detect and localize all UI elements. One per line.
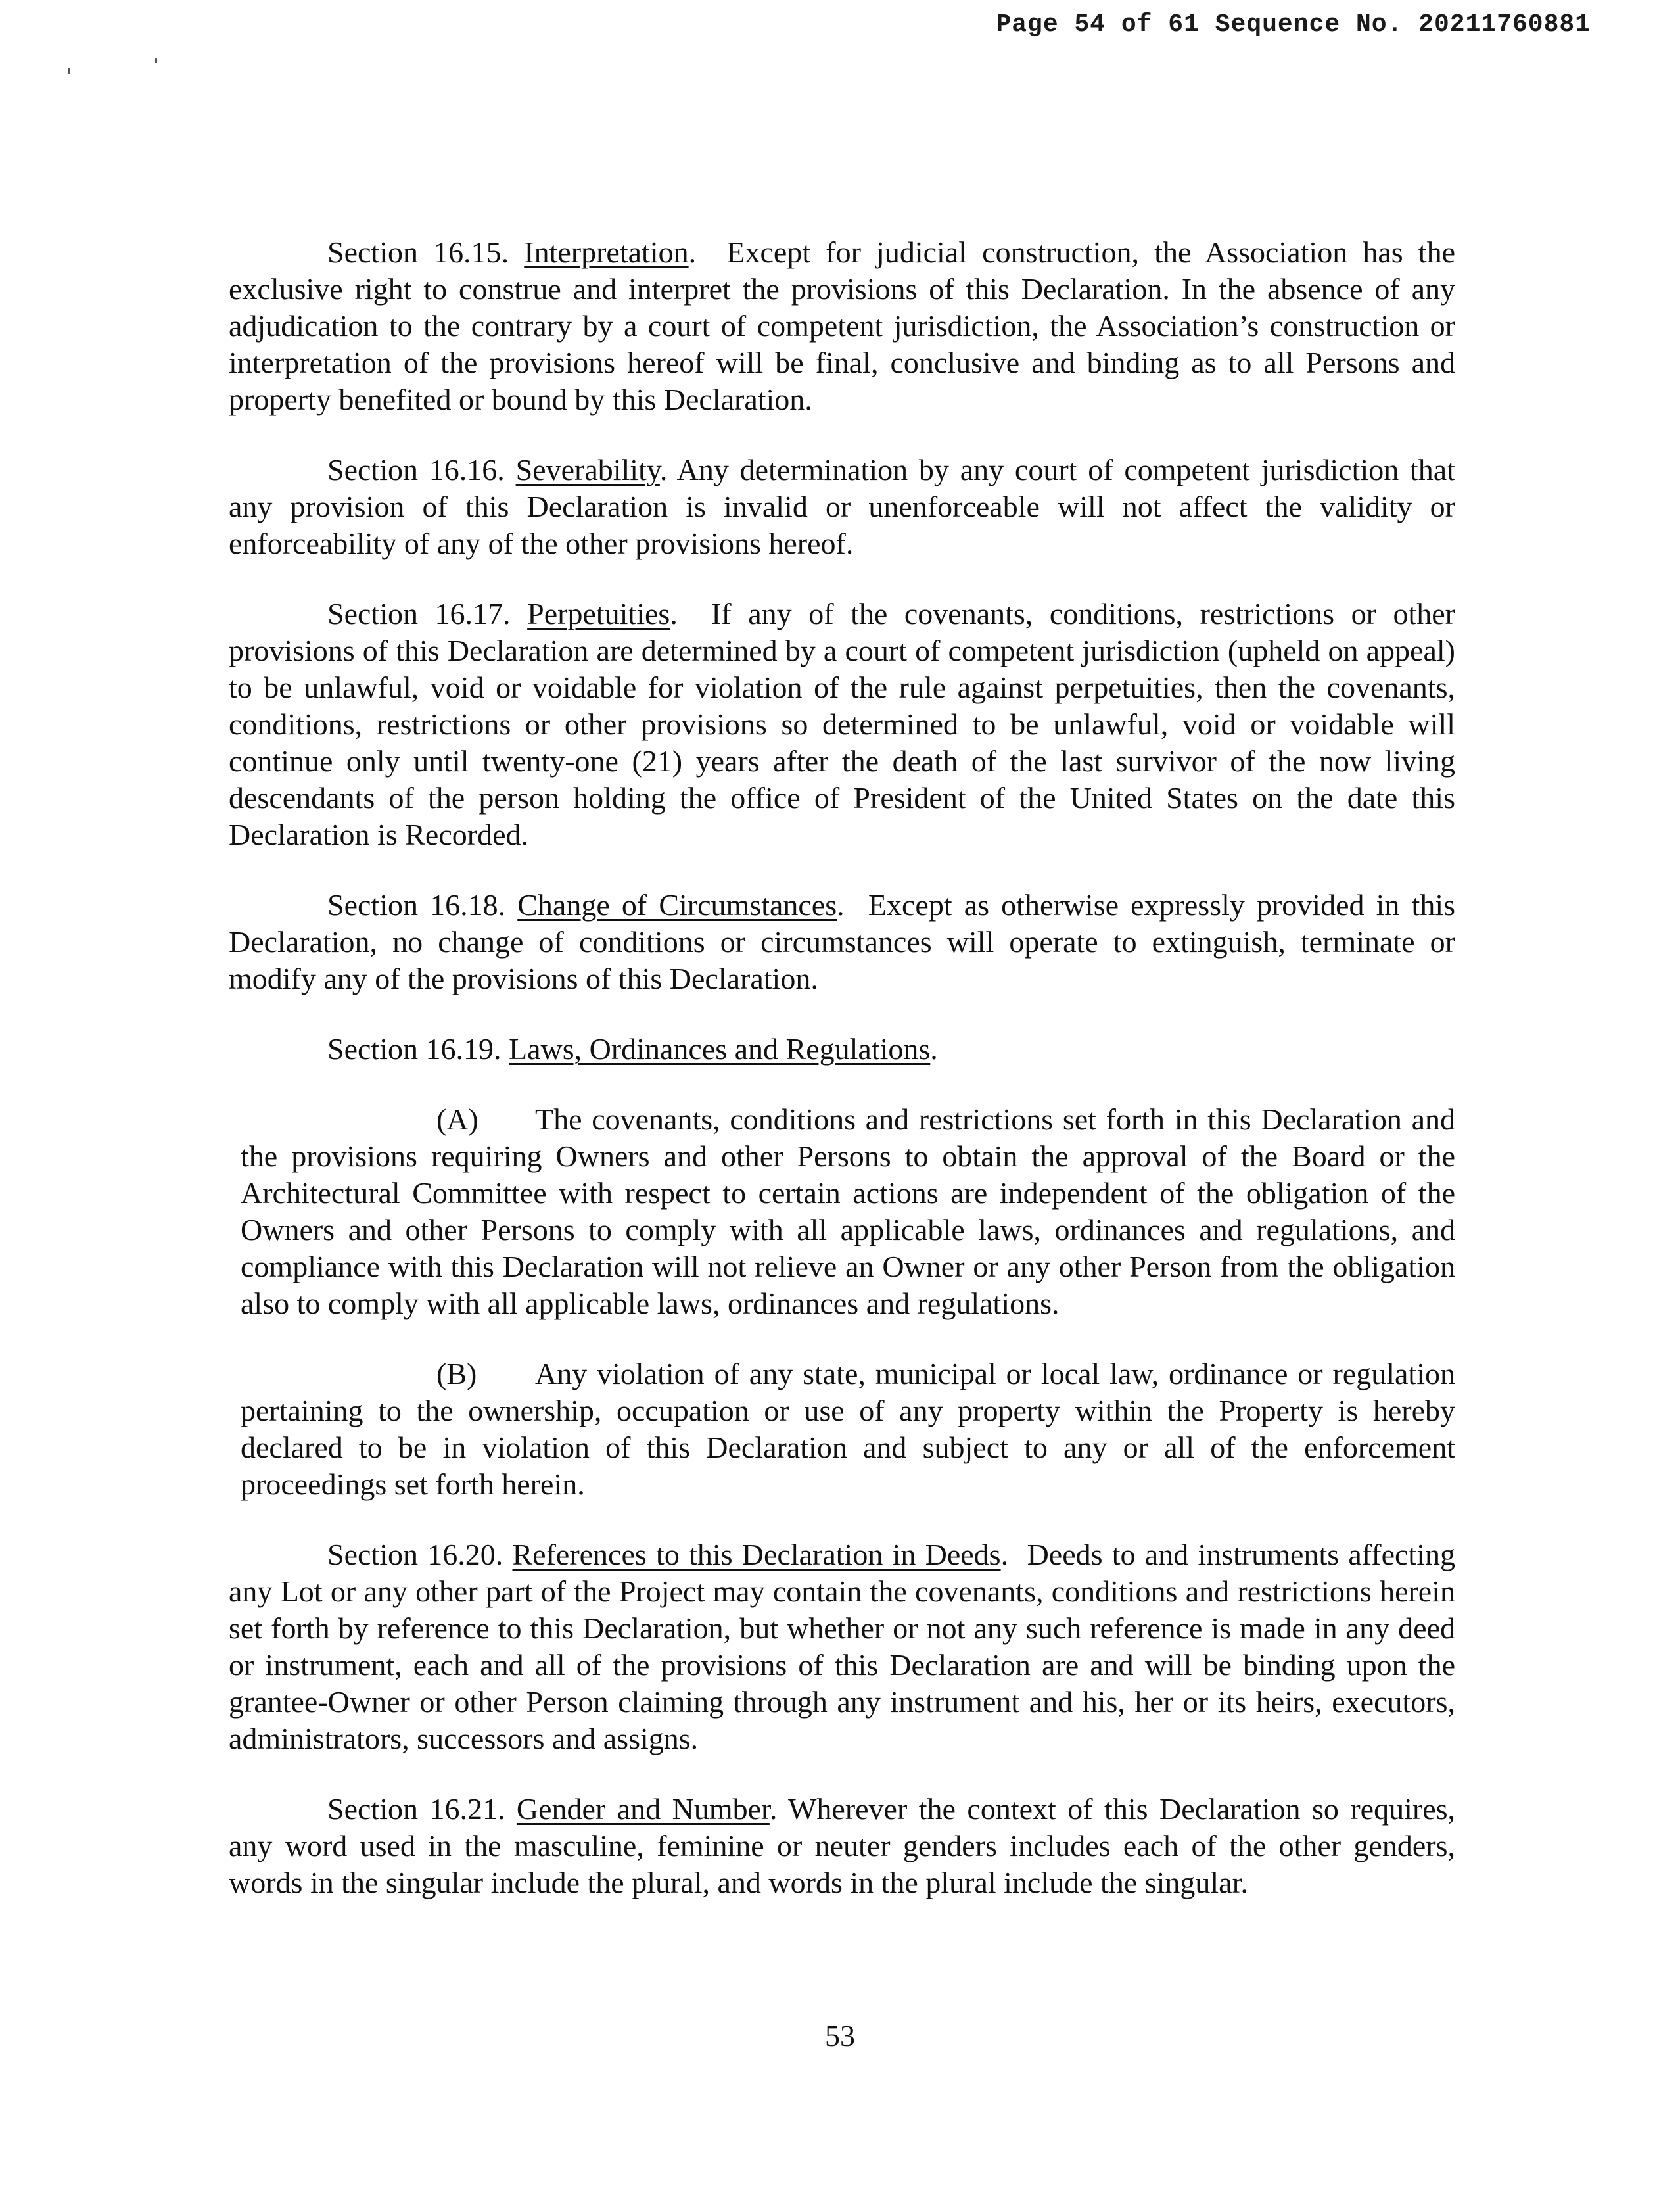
section-title: Perpetuities — [527, 597, 670, 630]
section-label: Section 16.21. — [327, 1792, 505, 1826]
page-number: 53 — [825, 2019, 855, 2052]
section-title: Change of Circumstances — [517, 888, 837, 922]
section-body: Any determination by any court of competent jurisdiction that any provision of this Declaration is invalid or unenforceable will not affect the validity or enforceability of any of the other provisions hereof. — [229, 453, 1456, 560]
subsection-b — [241, 1356, 1455, 1503]
section-title: Laws, Ordinances and Regulations — [508, 1032, 931, 1066]
recording-stamp: Page 54 of 61 Sequence No. 20211760881 — [996, 11, 1591, 39]
section-16-15: Section 16.15. Interpretation. Except for judicial construction, the Association has the exclusive right to construe and interpret the provisions of this Declaration. In the absence of any adjudication to the contrary by a court of competent jurisdiction, the Association’s construction or interpretation of the provisions hereof will be final, conclusive and binding as to all Persons and property benefited or bound by this Declaration. — [229, 235, 1456, 416]
section-body: Deeds to and instruments affecting any Lot or any other part of the Project may contain the covenants, conditions and restrictions herein set forth by reference to this Declaration, but whether or not any such reference is made in any deed or instrument, each and all of the provisions of this Declaration are and will be binding upon the grantee-Owner or other Person claiming through any instrument and his, her or its heirs, executors, administrators, successors and assigns. — [229, 1538, 1455, 1755]
section-body: Except as otherwise expressly provided in this Declaration, no change of conditions or circumstances will operate to extinguish, terminate or modify any of the provisions of this Declaration. — [229, 888, 1455, 995]
subsection-body: Any violation of any state, municipal or local law, ordinance or regulation pertaining to the ownership, occupation or use of any property within the Property is hereby declared to be in violation of this Declaration and subject to any or all of the enforcement proceedings set forth herein. — [241, 1357, 1455, 1501]
scan-artifact — [155, 58, 157, 63]
subsection-label: (B) — [436, 1357, 477, 1390]
section-label: Section 16.18. — [327, 888, 506, 922]
section-body: If any of the covenants, conditions, restrictions or other provisions of this Declaration are determined by a court of competent jurisdiction (upheld on appeal) to be unlawful, void or voidable for violation of the rule against perpetuities, then the covenants, conditions, restrictions or other provisions so determined to be unlawful, void or voidable will continue only until twenty-one (21) years after the death of the last survivor of the now living descendants of the person holding the office of President of the United States on the date this Declaration is Recorded. — [229, 597, 1455, 851]
scan-artifact — [68, 68, 70, 74]
section-body: Except for judicial construction, the Association has the exclusive right to construe and interpret the provisions of this Declaration. In the absence of any adjudication to the contrary by a court of competent jurisdiction, the Association’s construction or interpretation of the provisions hereof will be final, conclusive and binding as to all Persons and property benefited or bound by this Declaration. — [229, 235, 1456, 416]
section-16-21: Section 16.21. Gender and Number. Wherever the context of this Declaration so requires, any word used in the masculine, feminine or neuter genders includes each of the other genders, words in the singular include the plural, and words in the plural include the singular. — [229, 1792, 1456, 1899]
subsection-a — [241, 1101, 1455, 1322]
section-label: Section 16.19. — [327, 1032, 502, 1066]
subsection-label: (A) — [436, 1102, 478, 1136]
section-16-18: Section 16.18. Change of Circumstances. Except as otherwise expressly provided in this Declaration, no change of conditions or circumstances will operate to extinguish, terminate or modify any of the provisions of this Declaration. — [229, 888, 1455, 995]
section-label: Section 16.20. — [327, 1538, 503, 1571]
section-16-20: Section 16.20. References to this Declaration in Deeds. Deeds to and instruments affecting any Lot or any other part of the Project may contain the covenants, conditions and restrictions herein set forth by reference to this Declaration, but whether or not any such reference is made in any deed or instrument, each and all of the provisions of this Declaration are and will be binding upon the grantee-Owner or other Person claiming through any instrument and his, her or its heirs, executors, administrators, successors and assigns. — [229, 1538, 1455, 1755]
section-title: Gender and Number — [516, 1792, 770, 1826]
section-16-17: Section 16.17. Perpetuities. If any of the covenants, conditions, restrictions or other provisions of this Declaration are determined by a court of competent jurisdiction (upheld on appeal) to be unlawful, void or voidable for violation of the rule against perpetuities, then the covenants, conditions, restrictions or other provisions so determined to be unlawful, void or voidable will continue only until twenty-one (21) years after the death of the last survivor of the now living descendants of the person holding the office of President of the United States on the date this Declaration is Recorded. — [229, 597, 1455, 851]
section-title: References to this Declaration in Deeds — [512, 1538, 1001, 1571]
section-16-16: Section 16.16. Severability. Any determination by any court of competent jurisdiction that any provision of this Declaration is invalid or unenforceable will not affect the validity or enforceability of any of the other provisions hereof. — [229, 453, 1456, 560]
section-16-19: Section 16.19. Laws, Ordinances and Regulations. — [327, 1032, 938, 1066]
document-body — [229, 234, 1455, 1935]
section-label: Section 16.15. — [327, 235, 509, 269]
subsection-body: The covenants, conditions and restrictions set forth in this Declaration and the provisions requiring Owners and other Persons to obtain the approval of the Board or the Architectural Committee with respect to certain actions are independent of the obligation of the Owners and other Persons to comply with all applicable laws, ordinances and regulations, and compliance with this Declaration will not relieve an Owner or any other Person from the obligation also to comply with all applicable laws, ordinances and regulations. — [241, 1102, 1455, 1320]
section-title: Interpretation — [524, 235, 689, 269]
section-title: Severability — [515, 453, 660, 486]
section-label: Section 16.17. — [327, 597, 511, 630]
section-body: Wherever the context of this Declaration so requires, any word used in the masculine, feminine or neuter genders includes each of the other genders, words in the singular include the plural, and words in the plural include the singular. — [229, 1792, 1456, 1899]
section-label: Section 16.16. — [327, 453, 505, 486]
